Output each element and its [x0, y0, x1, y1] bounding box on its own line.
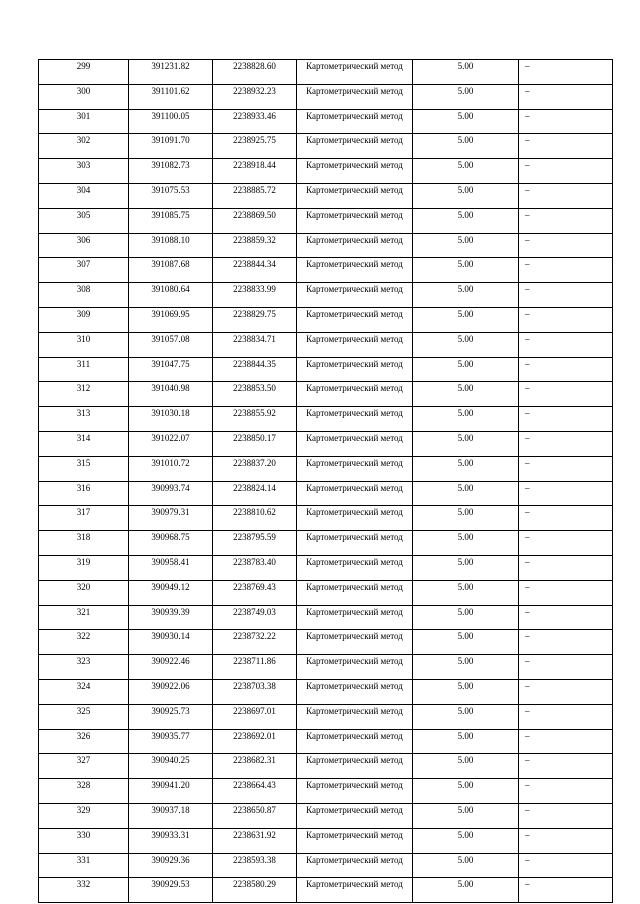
table-row — [39, 84, 613, 109]
y-coordinate-cell: 2238711.86 — [213, 655, 297, 680]
description-cell: – — [519, 183, 613, 208]
x-coordinate-cell: 391030.18 — [129, 407, 213, 432]
point-number-cell: 329 — [39, 803, 129, 828]
precision-cell: 5.00 — [413, 754, 519, 779]
precision-cell: 5.00 — [413, 704, 519, 729]
method-cell: Картометрический метод — [297, 729, 413, 754]
description-cell: – — [519, 60, 613, 85]
y-coordinate-cell: 2238769.43 — [213, 580, 297, 605]
table-row — [39, 779, 613, 804]
description-cell: – — [519, 580, 613, 605]
y-coordinate-cell: 2238697.01 — [213, 704, 297, 729]
x-coordinate-cell: 390958.41 — [129, 555, 213, 580]
description-cell: – — [519, 679, 613, 704]
table-row — [39, 605, 613, 630]
precision-cell: 5.00 — [413, 828, 519, 853]
x-coordinate-cell: 390979.31 — [129, 506, 213, 531]
table-row — [39, 407, 613, 432]
method-cell: Картометрический метод — [297, 754, 413, 779]
description-cell: – — [519, 307, 613, 332]
point-number-cell: 319 — [39, 555, 129, 580]
x-coordinate-cell: 390925.73 — [129, 704, 213, 729]
description-cell: – — [519, 84, 613, 109]
description-cell: – — [519, 555, 613, 580]
point-number-cell: 317 — [39, 506, 129, 531]
y-coordinate-cell: 2238732.22 — [213, 630, 297, 655]
point-number-cell: 299 — [39, 60, 129, 85]
description-cell: – — [519, 506, 613, 531]
point-number-cell: 325 — [39, 704, 129, 729]
method-cell: Картометрический метод — [297, 233, 413, 258]
method-cell: Картометрический метод — [297, 506, 413, 531]
table-row — [39, 60, 613, 85]
method-cell: Картометрический метод — [297, 531, 413, 556]
y-coordinate-cell: 2238682.31 — [213, 754, 297, 779]
precision-cell: 5.00 — [413, 431, 519, 456]
y-coordinate-cell: 2238837.20 — [213, 456, 297, 481]
method-cell: Картометрический метод — [297, 332, 413, 357]
precision-cell: 5.00 — [413, 109, 519, 134]
point-number-cell: 307 — [39, 258, 129, 283]
table-row — [39, 431, 613, 456]
point-number-cell: 316 — [39, 481, 129, 506]
description-cell: – — [519, 655, 613, 680]
description-cell: – — [519, 332, 613, 357]
method-cell: Картометрический метод — [297, 456, 413, 481]
description-cell: – — [519, 134, 613, 159]
method-cell: Картометрический метод — [297, 704, 413, 729]
precision-cell: 5.00 — [413, 729, 519, 754]
precision-cell: 5.00 — [413, 531, 519, 556]
table-row — [39, 828, 613, 853]
table-row — [39, 704, 613, 729]
precision-cell: 5.00 — [413, 233, 519, 258]
precision-cell: 5.00 — [413, 779, 519, 804]
method-cell: Картометрический метод — [297, 481, 413, 506]
point-number-cell: 318 — [39, 531, 129, 556]
y-coordinate-cell: 2238869.50 — [213, 208, 297, 233]
x-coordinate-cell: 390929.36 — [129, 853, 213, 878]
precision-cell: 5.00 — [413, 506, 519, 531]
x-coordinate-cell: 391057.08 — [129, 332, 213, 357]
description-cell: – — [519, 431, 613, 456]
description-cell: – — [519, 853, 613, 878]
point-number-cell: 311 — [39, 357, 129, 382]
table-row — [39, 183, 613, 208]
table-row — [39, 679, 613, 704]
point-number-cell: 328 — [39, 779, 129, 804]
table-row — [39, 208, 613, 233]
point-number-cell: 322 — [39, 630, 129, 655]
description-cell: – — [519, 704, 613, 729]
method-cell: Картометрический метод — [297, 803, 413, 828]
x-coordinate-cell: 391087.68 — [129, 258, 213, 283]
precision-cell: 5.00 — [413, 307, 519, 332]
method-cell: Картометрический метод — [297, 828, 413, 853]
x-coordinate-cell: 391085.75 — [129, 208, 213, 233]
table-row — [39, 655, 613, 680]
precision-cell: 5.00 — [413, 481, 519, 506]
table-row — [39, 630, 613, 655]
method-cell: Картометрический метод — [297, 258, 413, 283]
point-number-cell: 330 — [39, 828, 129, 853]
x-coordinate-cell: 390933.31 — [129, 828, 213, 853]
description-cell: – — [519, 159, 613, 184]
method-cell: Картометрический метод — [297, 679, 413, 704]
precision-cell: 5.00 — [413, 407, 519, 432]
y-coordinate-cell: 2238844.34 — [213, 258, 297, 283]
y-coordinate-cell: 2238859.32 — [213, 233, 297, 258]
y-coordinate-cell: 2238810.62 — [213, 506, 297, 531]
coordinates-table — [38, 59, 613, 903]
precision-cell: 5.00 — [413, 258, 519, 283]
table-row — [39, 307, 613, 332]
x-coordinate-cell: 390937.18 — [129, 803, 213, 828]
method-cell: Картометрический метод — [297, 208, 413, 233]
precision-cell: 5.00 — [413, 655, 519, 680]
table-row — [39, 481, 613, 506]
table-row — [39, 109, 613, 134]
x-coordinate-cell: 390935.77 — [129, 729, 213, 754]
y-coordinate-cell: 2238932.23 — [213, 84, 297, 109]
precision-cell: 5.00 — [413, 382, 519, 407]
method-cell: Картометрический метод — [297, 407, 413, 432]
x-coordinate-cell: 390940.25 — [129, 754, 213, 779]
table-body — [39, 60, 613, 903]
method-cell: Картометрический метод — [297, 357, 413, 382]
method-cell: Картометрический метод — [297, 853, 413, 878]
description-cell: – — [519, 233, 613, 258]
x-coordinate-cell: 390922.06 — [129, 679, 213, 704]
y-coordinate-cell: 2238855.92 — [213, 407, 297, 432]
point-number-cell: 303 — [39, 159, 129, 184]
x-coordinate-cell: 390949.12 — [129, 580, 213, 605]
precision-cell: 5.00 — [413, 183, 519, 208]
description-cell: – — [519, 456, 613, 481]
precision-cell: 5.00 — [413, 580, 519, 605]
table-row — [39, 357, 613, 382]
x-coordinate-cell: 391100.05 — [129, 109, 213, 134]
y-coordinate-cell: 2238593.38 — [213, 853, 297, 878]
method-cell: Картометрический метод — [297, 779, 413, 804]
point-number-cell: 323 — [39, 655, 129, 680]
table-row — [39, 134, 613, 159]
y-coordinate-cell: 2238828.60 — [213, 60, 297, 85]
x-coordinate-cell: 391082.73 — [129, 159, 213, 184]
table-row — [39, 754, 613, 779]
point-number-cell: 326 — [39, 729, 129, 754]
x-coordinate-cell: 391080.64 — [129, 283, 213, 308]
description-cell: – — [519, 109, 613, 134]
y-coordinate-cell: 2238834.71 — [213, 332, 297, 357]
description-cell: – — [519, 630, 613, 655]
precision-cell: 5.00 — [413, 679, 519, 704]
point-number-cell: 301 — [39, 109, 129, 134]
description-cell: – — [519, 481, 613, 506]
y-coordinate-cell: 2238925.75 — [213, 134, 297, 159]
precision-cell: 5.00 — [413, 208, 519, 233]
table-row — [39, 382, 613, 407]
x-coordinate-cell: 391075.53 — [129, 183, 213, 208]
y-coordinate-cell: 2238885.72 — [213, 183, 297, 208]
point-number-cell: 300 — [39, 84, 129, 109]
method-cell: Картометрический метод — [297, 655, 413, 680]
method-cell: Картометрический метод — [297, 109, 413, 134]
precision-cell: 5.00 — [413, 84, 519, 109]
point-number-cell: 331 — [39, 853, 129, 878]
y-coordinate-cell: 2238850.17 — [213, 431, 297, 456]
x-coordinate-cell: 390968.75 — [129, 531, 213, 556]
point-number-cell: 327 — [39, 754, 129, 779]
description-cell: – — [519, 878, 613, 903]
y-coordinate-cell: 2238824.14 — [213, 481, 297, 506]
y-coordinate-cell: 2238749.03 — [213, 605, 297, 630]
description-cell: – — [519, 407, 613, 432]
point-number-cell: 308 — [39, 283, 129, 308]
x-coordinate-cell: 391047.75 — [129, 357, 213, 382]
precision-cell: 5.00 — [413, 630, 519, 655]
point-number-cell: 305 — [39, 208, 129, 233]
table-row — [39, 332, 613, 357]
method-cell: Картометрический метод — [297, 134, 413, 159]
precision-cell: 5.00 — [413, 853, 519, 878]
x-coordinate-cell: 391069.95 — [129, 307, 213, 332]
point-number-cell: 304 — [39, 183, 129, 208]
x-coordinate-cell: 391088.10 — [129, 233, 213, 258]
table-row — [39, 729, 613, 754]
x-coordinate-cell: 391101.62 — [129, 84, 213, 109]
y-coordinate-cell: 2238933.46 — [213, 109, 297, 134]
table-row — [39, 456, 613, 481]
point-number-cell: 302 — [39, 134, 129, 159]
x-coordinate-cell: 390930.14 — [129, 630, 213, 655]
y-coordinate-cell: 2238580.29 — [213, 878, 297, 903]
point-number-cell: 332 — [39, 878, 129, 903]
table-row — [39, 258, 613, 283]
precision-cell: 5.00 — [413, 605, 519, 630]
precision-cell: 5.00 — [413, 283, 519, 308]
y-coordinate-cell: 2238795.59 — [213, 531, 297, 556]
x-coordinate-cell: 390922.46 — [129, 655, 213, 680]
description-cell: – — [519, 828, 613, 853]
point-number-cell: 324 — [39, 679, 129, 704]
description-cell: – — [519, 382, 613, 407]
x-coordinate-cell: 390993.74 — [129, 481, 213, 506]
y-coordinate-cell: 2238664.43 — [213, 779, 297, 804]
description-cell: – — [519, 754, 613, 779]
point-number-cell: 315 — [39, 456, 129, 481]
precision-cell: 5.00 — [413, 803, 519, 828]
method-cell: Картометрический метод — [297, 159, 413, 184]
y-coordinate-cell: 2238692.01 — [213, 729, 297, 754]
description-cell: – — [519, 803, 613, 828]
method-cell: Картометрический метод — [297, 60, 413, 85]
x-coordinate-cell: 390939.39 — [129, 605, 213, 630]
method-cell: Картометрический метод — [297, 84, 413, 109]
table-row — [39, 878, 613, 903]
y-coordinate-cell: 2238918.44 — [213, 159, 297, 184]
method-cell: Картометрический метод — [297, 183, 413, 208]
table-row — [39, 580, 613, 605]
precision-cell: 5.00 — [413, 134, 519, 159]
x-coordinate-cell: 391010.72 — [129, 456, 213, 481]
precision-cell: 5.00 — [413, 357, 519, 382]
method-cell: Картометрический метод — [297, 283, 413, 308]
x-coordinate-cell: 391022.07 — [129, 431, 213, 456]
point-number-cell: 320 — [39, 580, 129, 605]
y-coordinate-cell: 2238853.50 — [213, 382, 297, 407]
description-cell: – — [519, 283, 613, 308]
x-coordinate-cell: 390929.53 — [129, 878, 213, 903]
method-cell: Картометрический метод — [297, 555, 413, 580]
description-cell: – — [519, 258, 613, 283]
x-coordinate-cell: 390941.20 — [129, 779, 213, 804]
description-cell: – — [519, 605, 613, 630]
y-coordinate-cell: 2238783.40 — [213, 555, 297, 580]
description-cell: – — [519, 779, 613, 804]
point-number-cell: 309 — [39, 307, 129, 332]
y-coordinate-cell: 2238844.35 — [213, 357, 297, 382]
method-cell: Картометрический метод — [297, 307, 413, 332]
table-row — [39, 803, 613, 828]
y-coordinate-cell: 2238650.87 — [213, 803, 297, 828]
precision-cell: 5.00 — [413, 456, 519, 481]
precision-cell: 5.00 — [413, 159, 519, 184]
table-row — [39, 531, 613, 556]
precision-cell: 5.00 — [413, 555, 519, 580]
table-row — [39, 283, 613, 308]
point-number-cell: 306 — [39, 233, 129, 258]
y-coordinate-cell: 2238833.99 — [213, 283, 297, 308]
table-row — [39, 555, 613, 580]
method-cell: Картометрический метод — [297, 382, 413, 407]
point-number-cell: 321 — [39, 605, 129, 630]
y-coordinate-cell: 2238631.92 — [213, 828, 297, 853]
method-cell: Картометрический метод — [297, 580, 413, 605]
precision-cell: 5.00 — [413, 60, 519, 85]
description-cell: – — [519, 357, 613, 382]
y-coordinate-cell: 2238829.75 — [213, 307, 297, 332]
table-row — [39, 233, 613, 258]
method-cell: Картометрический метод — [297, 605, 413, 630]
description-cell: – — [519, 729, 613, 754]
point-number-cell: 314 — [39, 431, 129, 456]
table-row — [39, 853, 613, 878]
precision-cell: 5.00 — [413, 332, 519, 357]
precision-cell: 5.00 — [413, 878, 519, 903]
table-row — [39, 506, 613, 531]
method-cell: Картометрический метод — [297, 431, 413, 456]
method-cell: Картометрический метод — [297, 630, 413, 655]
x-coordinate-cell: 391040.98 — [129, 382, 213, 407]
x-coordinate-cell: 391091.70 — [129, 134, 213, 159]
x-coordinate-cell: 391231.82 — [129, 60, 213, 85]
y-coordinate-cell: 2238703.38 — [213, 679, 297, 704]
point-number-cell: 312 — [39, 382, 129, 407]
table-row — [39, 159, 613, 184]
point-number-cell: 310 — [39, 332, 129, 357]
description-cell: – — [519, 208, 613, 233]
description-cell: – — [519, 531, 613, 556]
method-cell: Картометрический метод — [297, 878, 413, 903]
point-number-cell: 313 — [39, 407, 129, 432]
